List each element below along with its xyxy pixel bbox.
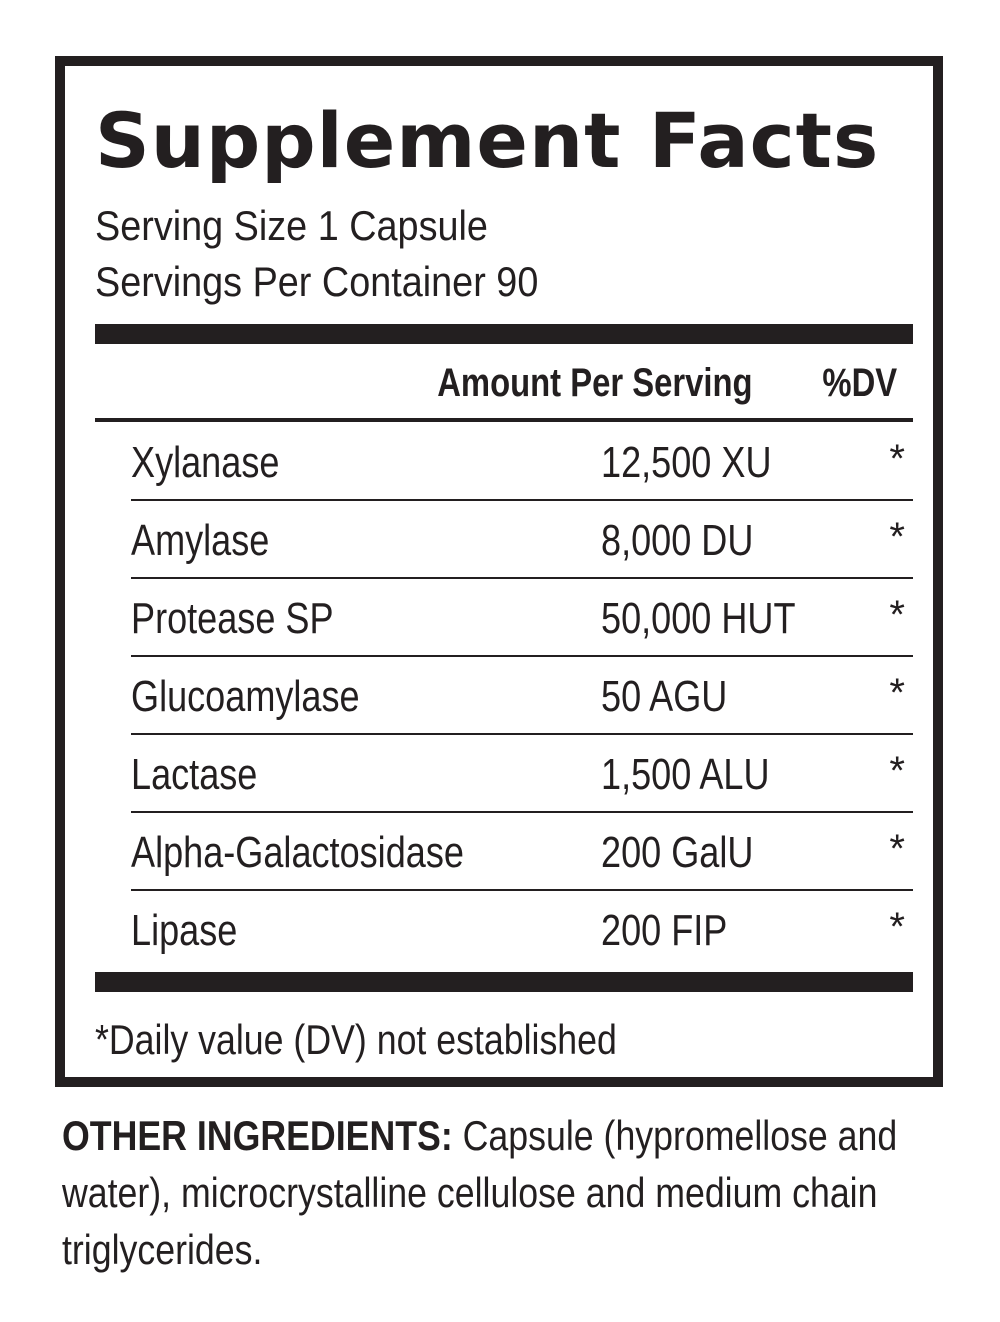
daily-value-header: %DV [822, 361, 897, 405]
ingredient-dv: * [889, 905, 905, 949]
other-ingredients-text: Capsule (hypromellose and water), microcrystalline cellulose and medium chain triglycerides. [62, 1112, 898, 1273]
ingredient-dv: * [889, 593, 905, 637]
supplement-facts-panel [55, 56, 943, 1087]
ingredient-name: Glucoamylase [131, 672, 360, 721]
serving-size: Serving Size 1 Capsule [95, 202, 488, 249]
servings-per-container: Servings Per Container 90 [95, 258, 539, 305]
ingredient-amount: 8,000 DU [601, 516, 754, 565]
ingredient-amount: 200 GalU [601, 828, 754, 877]
ingredient-name: Xylanase [131, 438, 280, 487]
thick-divider-top [95, 324, 913, 344]
ingredient-name: Lipase [131, 906, 238, 955]
ingredient-row [131, 891, 913, 969]
header-divider [95, 418, 913, 422]
ingredient-dv: * [889, 437, 905, 481]
ingredient-amount: 1,500 ALU [601, 750, 770, 799]
ingredient-amount: 12,500 XU [601, 438, 772, 487]
ingredient-amount: 50 AGU [601, 672, 728, 721]
ingredient-dv: * [889, 515, 905, 559]
amount-per-serving-header: Amount Per Serving [437, 361, 753, 405]
other-ingredients [62, 1107, 946, 1278]
thick-divider-bottom [95, 972, 913, 992]
ingredient-dv: * [889, 749, 905, 793]
ingredient-amount: 200 FIP [601, 906, 728, 955]
ingredient-row [131, 423, 913, 501]
ingredient-row [131, 657, 913, 735]
panel-title: Supplement Facts [95, 96, 880, 185]
ingredient-dv: * [889, 827, 905, 871]
ingredient-row [131, 579, 913, 657]
ingredient-row [131, 813, 913, 891]
ingredient-row [131, 735, 913, 813]
ingredient-row [131, 501, 913, 579]
daily-value-footnote: *Daily value (DV) not established [95, 1016, 617, 1063]
ingredient-name: Protease SP [131, 594, 334, 643]
ingredient-amount: 50,000 HUT [601, 594, 796, 643]
ingredient-name: Amylase [131, 516, 270, 565]
ingredient-dv: * [889, 671, 905, 715]
other-ingredients-heading: OTHER INGREDIENTS: [62, 1112, 453, 1159]
ingredient-name: Alpha-Galactosidase [131, 828, 464, 877]
ingredient-name: Lactase [131, 750, 258, 799]
